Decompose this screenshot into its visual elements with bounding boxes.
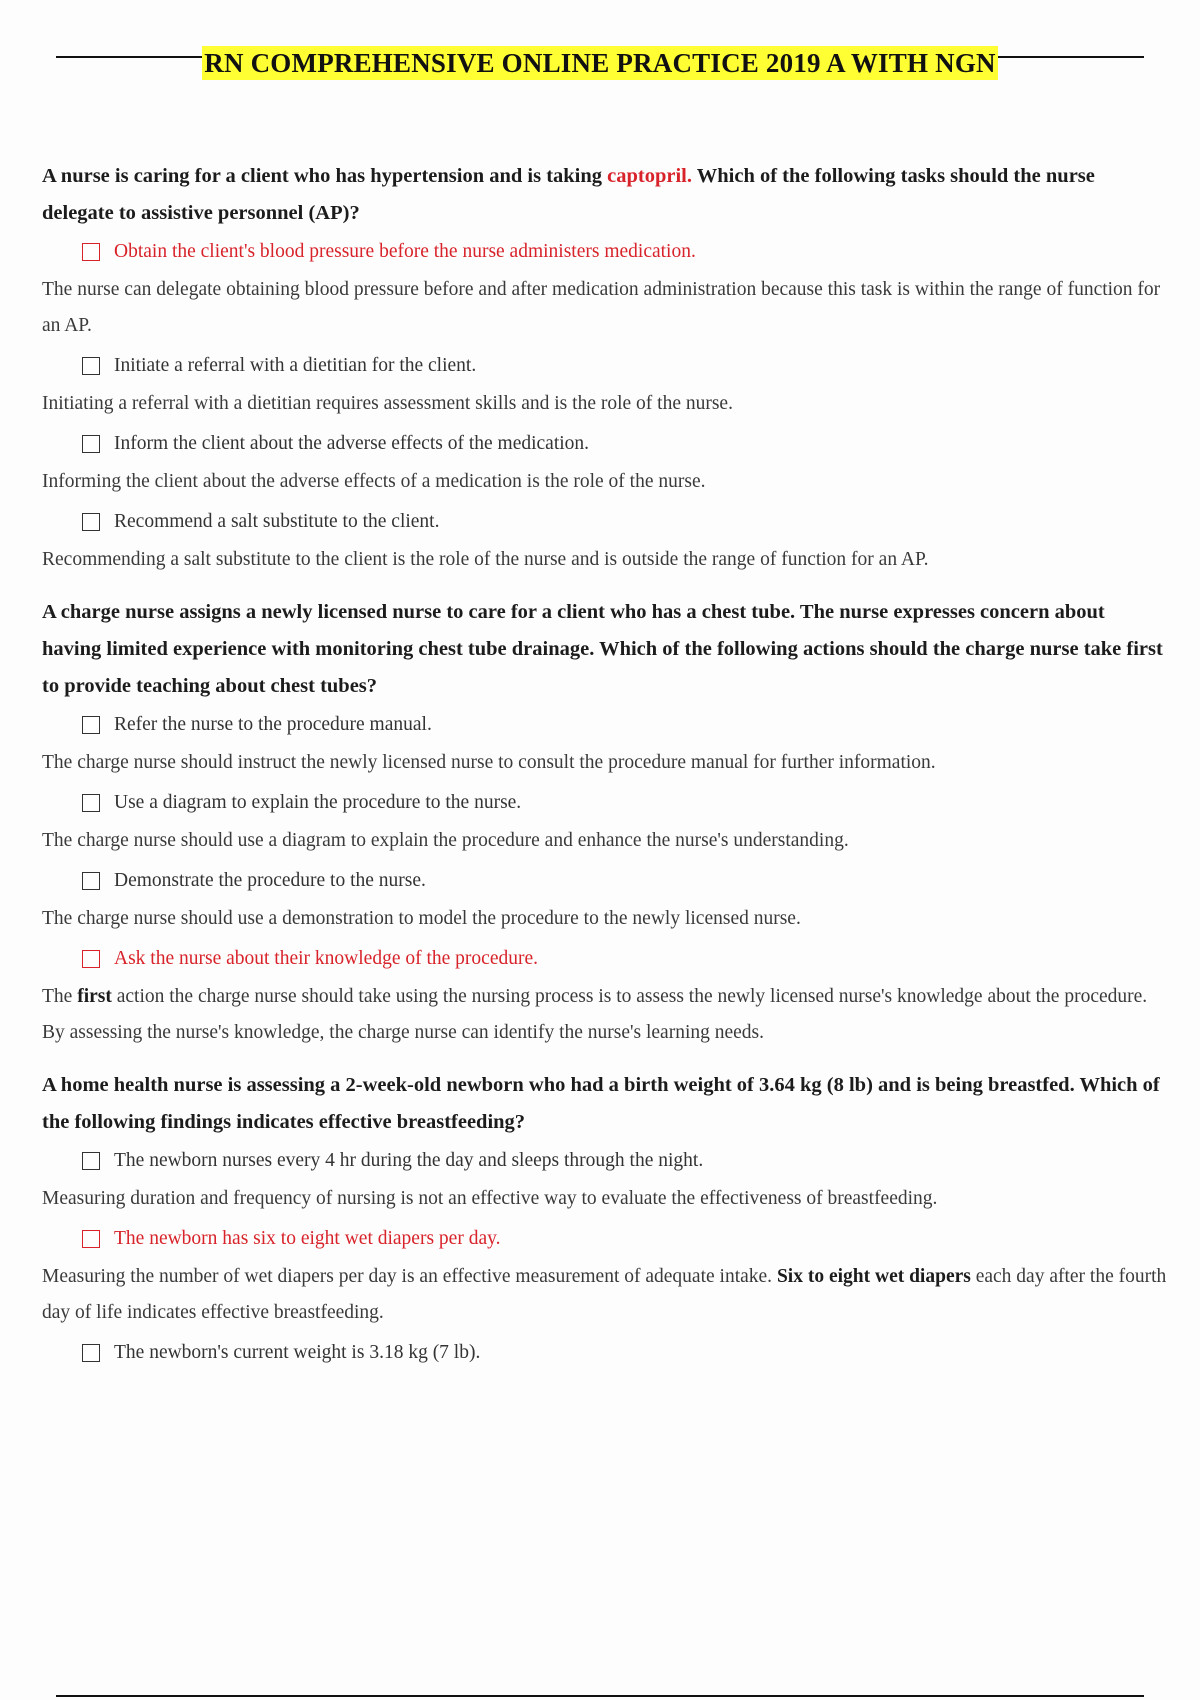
question-stem: [42, 158, 1167, 232]
option-label: The newborn has six to eight wet diapers per day.: [114, 1228, 501, 1249]
answer-option-correct[interactable]: [82, 232, 1167, 272]
answer-option[interactable]: [82, 1141, 1167, 1181]
option-label: Refer the nurse to the procedure manual.: [114, 714, 432, 735]
document-body: [42, 158, 1167, 1389]
answer-option[interactable]: [82, 783, 1167, 823]
checkbox-icon[interactable]: [82, 716, 100, 734]
option-label: Inform the client about the adverse effects of the medication.: [114, 433, 590, 454]
rationale: The charge nurse should instruct the newly licensed nurse to consult the procedure manual for further information.: [42, 752, 936, 773]
rationale: Informing the client about the adverse effects of a medication is the role of the nurse.: [42, 471, 706, 492]
checkbox-icon[interactable]: [82, 950, 100, 968]
answer-option[interactable]: [82, 424, 1167, 464]
checkbox-icon[interactable]: [82, 1230, 100, 1248]
answer-option[interactable]: [82, 1333, 1167, 1373]
option-label: Demonstrate the procedure to the nurse.: [114, 870, 426, 891]
rationale-emphasis: first: [77, 986, 112, 1007]
answer-option-correct[interactable]: [82, 1219, 1167, 1259]
option-label: The newborn's current weight is 3.18 kg (7 lb).: [114, 1342, 481, 1363]
answer-option[interactable]: [82, 861, 1167, 901]
rationale: The charge nurse should use a demonstration to model the procedure to the newly licensed nurse.: [42, 908, 801, 929]
question-stem: A home health nurse is assessing a 2-week-old newborn who had a birth weight of 3.64 kg (8 lb) and is being breastfed. Which of the following findings indicates effective breastfeeding?: [42, 1074, 1160, 1133]
title-container: [0, 46, 1200, 80]
rationale: Initiating a referral with a dietitian requires assessment skills and is the role of the nurse.: [42, 393, 733, 414]
option-label: The newborn nurses every 4 hr during the day and sleeps through the night.: [114, 1150, 704, 1171]
checkbox-icon[interactable]: [82, 513, 100, 531]
rationale: Recommending a salt substitute to the client is the role of the nurse and is outside the range of function for an AP.: [42, 549, 929, 570]
rationale: The nurse can delegate obtaining blood pressure before and after medication administration because this task is within the range of function for an AP.: [42, 279, 1161, 336]
rationale-text: each day after the fourth day of life indicates effective breastfeeding.: [42, 1266, 1167, 1323]
option-label: Use a diagram to explain the procedure to the nurse.: [114, 792, 522, 813]
footer-rule: [56, 1695, 1144, 1697]
checkbox-icon[interactable]: [82, 435, 100, 453]
checkbox-icon[interactable]: [82, 357, 100, 375]
option-label: Recommend a salt substitute to the client.: [114, 511, 440, 532]
rationale-text: The: [42, 986, 78, 1007]
checkbox-icon[interactable]: [82, 243, 100, 261]
question-3: [42, 1067, 1167, 1373]
stem-text: A nurse is caring for a client who has hypertension and is taking: [42, 165, 608, 187]
rationale: [42, 979, 1167, 1051]
rationale-emphasis: Six to eight wet diapers: [776, 1266, 971, 1287]
question-1: [42, 158, 1167, 578]
option-label: Ask the nurse about their knowledge of the procedure.: [114, 948, 538, 969]
question-2: [42, 594, 1167, 1051]
answer-option-correct[interactable]: [82, 939, 1167, 979]
checkbox-icon[interactable]: [82, 1152, 100, 1170]
rationale-text: action the charge nurse should take using the nursing process is to assess the newly licensed nurse's knowledge about the procedure. By assessing the nurse's knowledge, the charge nurse can identify the nurse's learning needs.: [42, 986, 1148, 1043]
answer-option[interactable]: [82, 705, 1167, 745]
page-title: RN COMPREHENSIVE ONLINE PRACTICE 2019 A WITH NGN: [204, 48, 996, 78]
answer-option[interactable]: [82, 502, 1167, 542]
stem-text: Which of the following tasks should the nurse delegate to assistive personnel (AP)?: [42, 165, 1095, 224]
option-label: Initiate a referral with a dietitian for the client.: [114, 355, 477, 376]
rationale-text: Measuring the number of wet diapers per day is an effective measurement of adequate intake.: [42, 1266, 777, 1287]
rationale: [42, 1259, 1167, 1331]
drug-name-highlight: captopril.: [607, 165, 692, 187]
checkbox-icon[interactable]: [82, 872, 100, 890]
answer-option[interactable]: [82, 346, 1167, 386]
option-label: Obtain the client's blood pressure before the nurse administers medication.: [114, 241, 696, 262]
checkbox-icon[interactable]: [82, 1344, 100, 1362]
checkbox-icon[interactable]: [82, 794, 100, 812]
question-stem: A charge nurse assigns a newly licensed nurse to care for a client who has a chest tube. The nurse expresses concern about having limited experience with monitoring chest tube drainage. Which of the following actions should the charge nurse take first to provide teaching about chest tubes?: [42, 601, 1163, 697]
rationale: Measuring duration and frequency of nursing is not an effective way to evaluate the effectiveness of breastfeeding.: [42, 1188, 938, 1209]
rationale: The charge nurse should use a diagram to explain the procedure and enhance the nurse's understanding.: [42, 830, 849, 851]
